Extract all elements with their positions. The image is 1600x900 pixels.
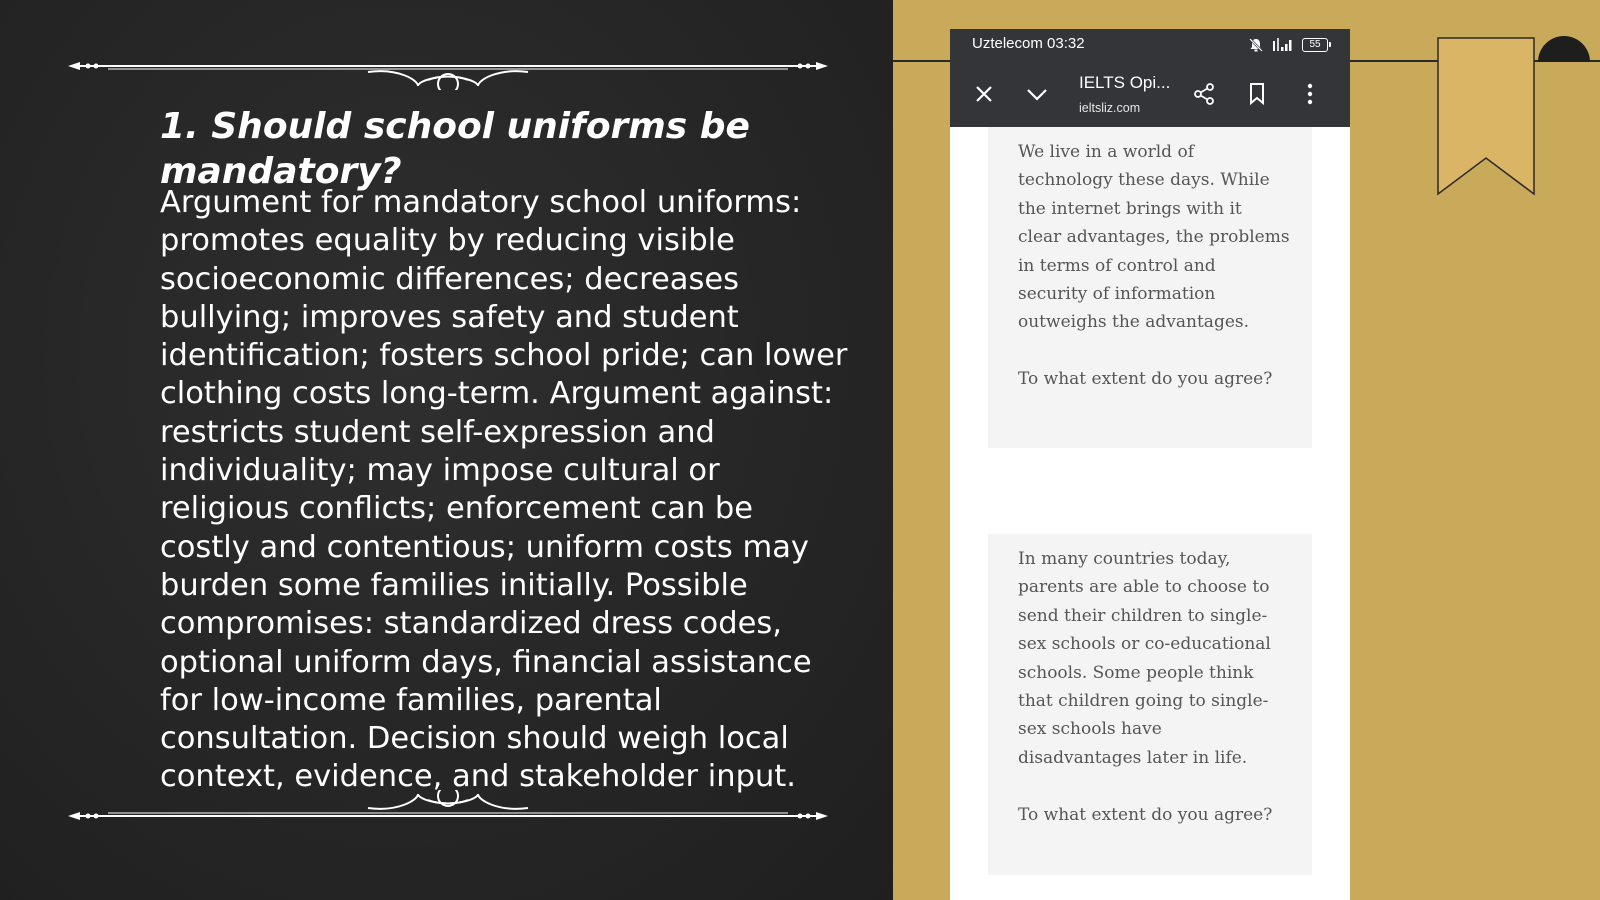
close-icon[interactable] (970, 80, 998, 108)
tab-title[interactable]: IELTS Opi... (1079, 73, 1171, 92)
card-question: To what extent do you agree? (1018, 804, 1273, 825)
slide-title: 1. Should school uniforms be mandatory? (160, 106, 750, 192)
status-bar (950, 29, 1350, 61)
battery-level: 55 (1309, 39, 1321, 50)
card-text: We live in a world of technology these days. While the internet brings with it clear advantages, the problems in terms of control and security of information outweighs the advantages. (1018, 142, 1290, 333)
card-question: To what extent do you agree? (1018, 369, 1273, 390)
bookmark-icon[interactable] (1243, 80, 1271, 108)
battery-icon (1302, 38, 1328, 52)
ornamental-border-top (68, 50, 828, 90)
share-icon[interactable] (1190, 80, 1218, 108)
phone-screenshot (950, 29, 1350, 900)
slide-body-text: Argument for mandatory school uniforms: promotes equality by reducing visible socioeconomic differences; decreases bullying; improves safety and student identification; fosters school pride; can lower clothing costs long-term. Argument against: restricts student self-expression and individuality; may impose cultural or religious conflicts; enforcement can be costly and contentious; uniform costs may burden some families initially. Possible compromises: standardized dress codes, optional uniform days, financial assistance for low-income families, parental consultation. Decision should weigh local context, evidence, and stakeholder input. (160, 185, 848, 795)
more-vertical-icon[interactable] (1296, 80, 1324, 108)
bookmark-ribbon-decoration (1436, 36, 1536, 196)
essay-prompt-card (988, 534, 1312, 875)
carrier-time-label: Uztelecom 03:32 (972, 35, 1085, 52)
signal-icon (1272, 37, 1294, 53)
essay-prompt-card (988, 127, 1312, 448)
status-icons (1248, 35, 1328, 55)
chevron-down-icon[interactable] (1023, 80, 1051, 108)
tab-url[interactable]: ieltsliz.com (1079, 101, 1141, 115)
browser-toolbar (950, 61, 1350, 127)
bell-muted-icon (1248, 37, 1264, 53)
card-text: In many countries today, parents are able to choose to send their children to single-sex schools or co-educational schools. Some people think that children going to single-sex schools have disadvantages later in life. (1018, 549, 1271, 768)
